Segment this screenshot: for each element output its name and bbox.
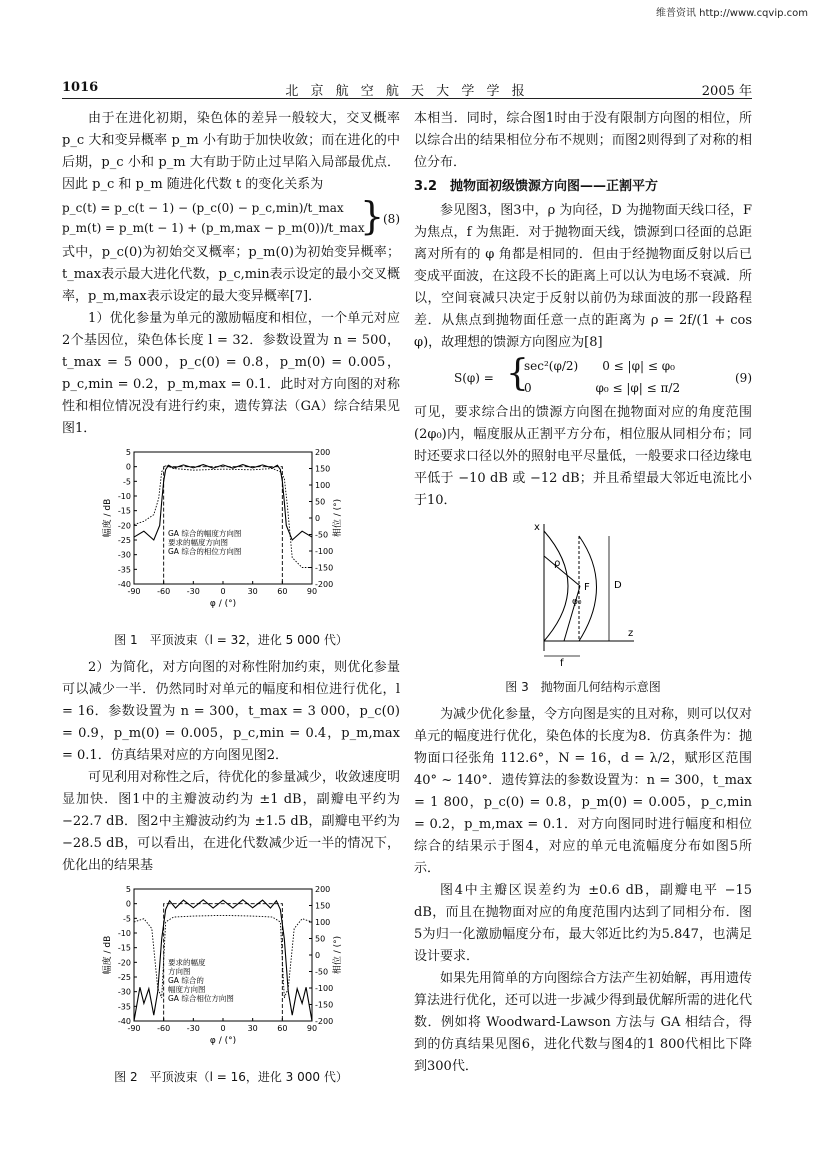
figure-2-caption: 图 2 平顶波束（l = 16，进化 3 000 代） bbox=[114, 1070, 348, 1084]
eq9-case1: sec²(φ/2) 0 ≤ |φ| ≤ φ₀ bbox=[524, 359, 675, 373]
fig3-label-phi0: φ₀ bbox=[572, 597, 582, 607]
y-tick-label: -40 bbox=[117, 580, 131, 589]
x-tick-label: 90 bbox=[306, 1024, 318, 1033]
left-column bbox=[62, 108, 400, 1094]
y-tick-label: -10 bbox=[117, 492, 131, 501]
x-tick-label: -60 bbox=[157, 1024, 171, 1033]
fig3-ray bbox=[564, 586, 580, 641]
x-axis-label: φ / (°) bbox=[209, 599, 237, 609]
y2-tick-label: 200 bbox=[315, 885, 331, 894]
y2-axis-label: 相位 / (°) bbox=[333, 498, 343, 538]
figure-3-caption: 图 3 抛物面几何结构示意图 bbox=[505, 680, 661, 694]
figure-3 bbox=[414, 516, 752, 698]
y-tick-label: -20 bbox=[117, 521, 131, 531]
x-tick-label: 60 bbox=[277, 1024, 288, 1033]
y2-tick-label: 150 bbox=[315, 464, 331, 474]
figure-1 bbox=[62, 444, 400, 651]
figure-2 bbox=[62, 881, 400, 1088]
y2-tick-label: 0 bbox=[315, 951, 321, 960]
legend-label: 要求的幅度 bbox=[168, 958, 206, 967]
equation-9 bbox=[414, 353, 752, 400]
right-paragraph-5: 图4中主瓣区误差约为 ±0.6 dB，副瓣电平 −15 dB，而且在抛物面对应的角度范围内达到了同相分布．图5为归一化激励幅度分布，最大邻近比约为5.847，也满足设计要求． bbox=[414, 883, 752, 964]
y-tick-label: -35 bbox=[117, 1002, 131, 1012]
y-tick-label: 5 bbox=[125, 885, 131, 894]
x-tick-label: -30 bbox=[186, 587, 200, 596]
y-tick-label: -25 bbox=[117, 536, 131, 545]
y2-tick-label: -50 bbox=[315, 530, 329, 540]
x-tick-label: -30 bbox=[186, 1024, 200, 1033]
equation-8 bbox=[62, 194, 400, 240]
y-tick-label: -35 bbox=[117, 565, 131, 575]
eq9-number: (9) bbox=[735, 371, 752, 385]
page-header bbox=[62, 80, 752, 99]
fig3-label-D: D bbox=[614, 580, 622, 591]
legend-label: GA 综合的 bbox=[168, 976, 204, 985]
x-tick-label: -90 bbox=[127, 587, 141, 596]
section-heading: 3.2 抛物面初级馈源方向图——正割平方 bbox=[414, 179, 659, 194]
fig3-label-f: f bbox=[560, 658, 564, 666]
eq8-number: (8) bbox=[383, 212, 400, 226]
y2-tick-label: 150 bbox=[315, 901, 331, 911]
x-tick-label: 90 bbox=[306, 587, 318, 596]
eq9-lhs: S(φ) = bbox=[454, 371, 494, 385]
y-tick-label: -30 bbox=[117, 987, 131, 997]
y2-tick-label: -150 bbox=[315, 1000, 334, 1010]
y-tick-label: -20 bbox=[117, 958, 131, 968]
y-tick-label: -30 bbox=[117, 550, 131, 560]
right-paragraph-3: 可见，要求综合出的馈源方向图在抛物面对应的角度范围(2φ₀)内，幅度服从正割平方分布，相位服从同相分布；同时还要求口径以外的照射电平尽量低，一般要求口径边缘电平低于 −10 dB 或 −12 dB；并且希望最大邻近电流比小于10． bbox=[414, 405, 753, 508]
year: 2005 年 bbox=[701, 84, 752, 99]
x-tick-label: 0 bbox=[220, 1024, 226, 1033]
y2-axis-label: 相位 / (°) bbox=[333, 935, 343, 975]
y-tick-label: 0 bbox=[125, 462, 131, 472]
right-column bbox=[414, 108, 752, 1078]
left-paragraph-4: 2）为简化，对方向图的对称性附加约束，则优化参量可以减少一半．仍然同时对单元的幅度和相位进行优化，l = 16．参数设置为 n = 300，t_max = 3 000，p_c(0) = 0.9，p_m(0) = 0.005，p_c,min = 0.4，p_m,max = 0.1．仿真结果对应的方向图见图2． bbox=[62, 660, 400, 763]
y-tick-label: -5 bbox=[123, 914, 131, 924]
y2-tick-label: 200 bbox=[315, 448, 331, 457]
y-axis-label: 幅度 / dB bbox=[103, 498, 113, 538]
y-tick-label: -10 bbox=[117, 929, 131, 938]
right-paragraph-6: 如果先用简单的方向图综合方法产生初始解，再用遗传算法进行优化，还可以进一步减少得到最优解所需的进化代数．例如将 Woodward-Lawson 方法与 GA 相结合，得到的仿真结果见图6，进化代数与图4的1 800代相比下降到300代． bbox=[414, 971, 753, 1074]
x-axis-label: φ / (°) bbox=[209, 1036, 237, 1046]
legend-label: GA 综合的相位方向图 bbox=[168, 547, 242, 556]
fig3-label-x: x bbox=[534, 522, 540, 533]
left-paragraph-1: 由于在进化初期，染色体的差异一般较大，交叉概率 p_c 大和变异概率 p_m 小有助于加快收敛；而在进化的中后期，p_c 小和 p_m 大有助于防止过早陷入局部最优点．因此 p_c 和 p_m 随进化代数 t 的变化关系为 bbox=[62, 111, 400, 192]
left-paragraph-5: 可见利用对称性之后，待优化的参量减少，收敛速度明显加快．图1中的主瓣波动约为 ±1 dB，副瓣电平约为 −22.7 dB．图2中主瓣波动约为 ±1.5 dB，副瓣电平约为 −28.5 dB，可以看出，在进化代数减少近一半的情况下，优化出的结果基 bbox=[62, 770, 401, 873]
y2-tick-label: 100 bbox=[315, 481, 331, 490]
page-number: 1016 bbox=[62, 80, 99, 95]
x-tick-label: -90 bbox=[127, 1024, 141, 1033]
figure-1-caption: 图 1 平顶波束（l = 32，进化 5 000 代） bbox=[114, 633, 348, 647]
y2-tick-label: 100 bbox=[315, 918, 331, 927]
left-paragraph-3: 1）优化参量为单元的激励幅度和相位，一个单元对应2个基因位，染色体长度 l = 32．参数设置为 n = 500，t_max = 5 000，p_c(0) = 0.8，p_m(0) = 0.005，p_c,min = 0.2，p_m,max = 0.1．此时对方向图的对称性和相位情况没有进行约束，遗传算法（GA）综合结果见图1． bbox=[62, 311, 400, 436]
y-tick-label: -15 bbox=[117, 943, 131, 953]
journal-name: 北 京 航 空 航 天 大 学 学 报 bbox=[285, 84, 529, 99]
y2-tick-label: -150 bbox=[315, 563, 334, 573]
fig3-rho-line bbox=[544, 556, 580, 586]
y2-tick-label: -100 bbox=[315, 547, 334, 556]
right-paragraph-2: 参见图3，图3中，ρ 为向径，D 为抛物面天线口径，F 为焦点，f 为焦距．对于抛物面天线，馈源到口径面的总距离对所有的 φ 角都是相同的．但由于经抛物面反射以后已变成平面波，在这段不长的距离上可以认为电场不衰减．所以，空间衰减只决定于反射以前仍为球面波的那一段路程差．从焦点到抛物面任意一点的距离为 ρ = 2f/(1 + cos φ)，故理想的馈源方向图应为[8] bbox=[414, 203, 753, 350]
fig3-label-rho: ρ bbox=[554, 558, 561, 569]
eq8-brace: } bbox=[360, 194, 385, 238]
right-paragraph-4: 为减少优化参量，令方向图是实的且对称，则可以仅对单元的幅度进行优化，染色体的长度为8．仿真条件为：抛物面口径张角 112.6°，N = 16，d = λ/2，赋形区范围 40° ~ 140°．遗传算法的参数设置为：n = 300，t_max = 1 800，p_c(0) = 0.8，p_m(0) = 0.005，p_c,min = 0.2，p_m,max = 0.1．对方向图同时进行幅度和相位综合的结果示于图4，对应的单元电流幅度分布如图5所示． bbox=[414, 707, 753, 876]
eq8-line1: p_c(t) = p_c(t − 1) − (p_c(0) − p_c,min)/t_max bbox=[62, 201, 344, 215]
figure-1-chart bbox=[62, 444, 400, 619]
figure-2-chart bbox=[62, 881, 400, 1056]
x-tick-label: 60 bbox=[277, 587, 288, 596]
y-tick-label: -15 bbox=[117, 506, 131, 516]
y2-tick-label: -200 bbox=[315, 580, 334, 589]
legend-label: 幅度方向图 bbox=[168, 985, 206, 994]
legend-label: 方向图 bbox=[168, 967, 191, 976]
series-line bbox=[134, 904, 312, 1021]
fig3-label-z: z bbox=[628, 628, 634, 639]
legend-label: GA 综合的幅度方向图 bbox=[168, 529, 242, 538]
eq9-case2: 0 φ₀ ≤ |φ| ≤ π/2 bbox=[524, 381, 681, 395]
left-paragraph-2: 式中，p_c(0)为初始交叉概率；p_m(0)为初始变异概率；t_max表示最大进化代数，p_c,min表示设定的最小交叉概率，p_m,max表示设定的最大变异概率[7]． bbox=[62, 245, 400, 304]
eq8-line2: p_m(t) = p_m(t − 1) + (p_m,max − p_m(0))/t_max bbox=[62, 221, 365, 235]
right-paragraph-1: 本相当．同时，综合图1时由于没有限制方向图的相位，所以综合出的结果相位分布不规则；而图2则得到了对称的相位分布． bbox=[414, 111, 752, 170]
fig3-parabola-upper bbox=[544, 531, 568, 641]
eq9-brace: { bbox=[506, 353, 529, 394]
y-tick-label: -25 bbox=[117, 973, 131, 982]
x-tick-label: 0 bbox=[220, 587, 226, 596]
y2-tick-label: -50 bbox=[315, 967, 329, 977]
y-tick-label: -5 bbox=[123, 477, 131, 487]
figure-3-diagram bbox=[414, 516, 752, 666]
x-tick-label: -60 bbox=[157, 587, 171, 596]
y2-tick-label: 0 bbox=[315, 514, 321, 523]
series-line bbox=[134, 467, 312, 584]
y2-tick-label: 50 bbox=[315, 934, 326, 944]
y2-tick-label: -200 bbox=[315, 1017, 334, 1026]
y2-tick-label: -100 bbox=[315, 984, 334, 993]
fig3-label-F: F bbox=[584, 582, 590, 593]
y-tick-label: 5 bbox=[125, 448, 131, 457]
y-tick-label: -40 bbox=[117, 1017, 131, 1026]
legend-label: 要求的幅度方向图 bbox=[168, 538, 228, 547]
y-tick-label: 0 bbox=[125, 899, 131, 909]
y2-tick-label: 50 bbox=[315, 497, 326, 507]
y-axis-label: 幅度 / dB bbox=[103, 935, 113, 975]
x-tick-label: 30 bbox=[247, 587, 258, 596]
legend-label: GA 综合相位方向图 bbox=[168, 994, 234, 1003]
x-tick-label: 30 bbox=[247, 1024, 258, 1033]
source-watermark: 维普资讯 http://www.cqvip.com bbox=[655, 8, 808, 19]
